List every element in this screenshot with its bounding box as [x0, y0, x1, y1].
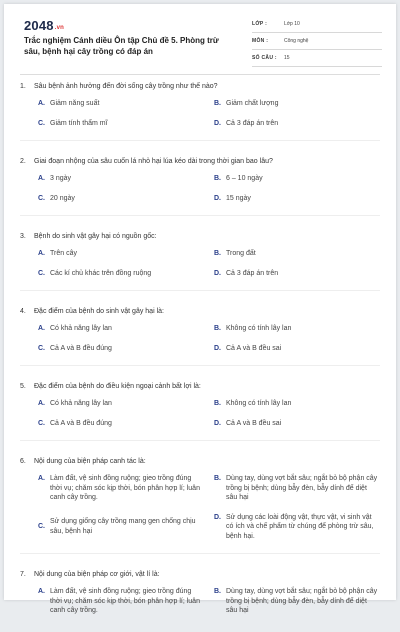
option-text: Dùng tay, dùng vợt bắt sâu; ngắt bỏ bộ phận cây trồng bị bệnh; dùng bẫy đèn, bẫy dính để diệt sâu hại	[226, 475, 378, 501]
option-letter: A.	[38, 175, 45, 182]
question-text: Bệnh do sinh vật gây hại có nguồn gốc:	[34, 233, 157, 240]
answer-options	[20, 99, 382, 128]
option-letter: A.	[38, 325, 45, 332]
meta-value: Công nghệ	[284, 38, 309, 44]
answer-option[interactable]	[214, 194, 388, 204]
option-letter: A.	[38, 250, 45, 257]
option-text: 15 ngày	[226, 194, 251, 202]
answer-options	[20, 174, 382, 203]
answer-option[interactable]	[214, 174, 388, 184]
question-text: Nội dung của biện pháp cơ giới, vật lí là:	[34, 571, 160, 578]
meta-key: MÔN :	[252, 38, 269, 44]
question-text: Nội dung của biện pháp canh tác là:	[34, 458, 146, 465]
question-divider	[20, 440, 380, 441]
worksheet-meta	[252, 16, 382, 67]
answer-option[interactable]	[214, 324, 388, 334]
option-text: Không có tính lây lan	[226, 400, 292, 407]
question-stem	[20, 570, 382, 580]
answer-option[interactable]	[38, 419, 212, 429]
answer-options	[20, 249, 382, 278]
meta-question-count	[252, 50, 382, 67]
answer-option[interactable]	[214, 419, 388, 429]
answer-option[interactable]	[38, 249, 212, 259]
answer-option[interactable]	[38, 474, 212, 503]
question-item	[20, 457, 382, 554]
answer-option[interactable]	[38, 344, 212, 354]
option-letter: A.	[38, 100, 45, 107]
option-text: Giảm chất lượng	[226, 100, 279, 107]
question-item	[20, 82, 382, 141]
option-text: Cả 3 đáp án trên	[226, 269, 279, 277]
option-letter: C.	[38, 419, 45, 427]
meta-value: 15	[284, 55, 290, 61]
option-letter: B.	[214, 325, 221, 332]
answer-option[interactable]	[38, 399, 212, 409]
answer-option[interactable]	[38, 194, 212, 204]
question-text: Sâu bệnh ảnh hưởng đến đời sống cây trồng như thế nào?	[34, 83, 218, 90]
question-text: Đặc điểm của bệnh do sinh vật gây hại là:	[34, 308, 164, 315]
question-text: Đặc điểm của bệnh do điều kiện ngoại cảnh bất lợi là:	[34, 383, 201, 390]
logo-suffix: .vn	[54, 25, 65, 31]
site-logo[interactable]	[24, 18, 64, 33]
question-item	[20, 307, 382, 366]
option-text: Không có tính lây lan	[226, 325, 292, 332]
option-letter: A.	[38, 475, 45, 482]
worksheet-header	[20, 14, 386, 66]
option-letter: D.	[214, 194, 221, 202]
answer-option[interactable]	[38, 269, 212, 279]
question-item	[20, 157, 382, 216]
question-stem	[20, 307, 382, 317]
option-text: Trong đất	[226, 250, 256, 257]
option-text: Cả A và B đều sai	[226, 344, 282, 352]
option-text: Sử dụng các loài động vật, thực vật, vi sinh vật có ích và chế phẩm từ chúng để phòng trừ sâu, bệnh hại.	[226, 513, 374, 540]
option-text: Có khả năng lây lan	[50, 400, 112, 407]
option-text: 3 ngày	[50, 175, 72, 182]
option-text: Cả 3 đáp án trên	[226, 119, 279, 127]
option-text: Sử dụng giống cây trồng mang gen chống chịu sâu, bệnh hại	[50, 518, 196, 535]
answer-option[interactable]	[38, 587, 212, 616]
question-item	[20, 382, 382, 441]
option-text: Dùng tay, dùng vợt bắt sâu; ngắt bỏ bộ phận cây trồng bị bệnh; dùng bẫy đèn, bẫy dính để diệt sâu hại	[226, 588, 378, 614]
option-text: Làm đất, vệ sinh đồng ruộng; gieo trồng đúng thời vụ; chăm sóc kịp thời, bón phân hợp lí; luân canh cây trồng.	[50, 588, 200, 614]
option-text: Các kí chủ khác trên đồng ruộng	[50, 269, 152, 277]
option-letter: C.	[38, 269, 45, 277]
answer-option[interactable]	[38, 99, 212, 109]
question-number: 4.	[20, 308, 26, 315]
option-text: Làm đất, vệ sinh đồng ruộng; gieo trồng đúng thời vụ; chăm sóc kịp thời, bón phân hợp lí; luân canh cây trồng.	[50, 475, 200, 501]
option-letter: B.	[214, 100, 221, 107]
option-letter: D.	[214, 119, 221, 127]
answer-option[interactable]	[214, 119, 388, 129]
meta-value: Lớp 10	[284, 21, 300, 27]
question-list	[20, 82, 382, 632]
option-letter: D.	[214, 344, 221, 352]
answer-option[interactable]	[214, 269, 388, 279]
question-divider	[20, 365, 380, 366]
answer-option[interactable]	[214, 513, 388, 542]
answer-option[interactable]	[38, 174, 212, 184]
option-text: Có khả năng lây lan	[50, 325, 112, 332]
question-text: Giai đoạn nhộng của sâu cuốn lá nhỏ hại lúa kéo dài trong thời gian bao lâu?	[34, 158, 273, 165]
option-letter: A.	[38, 400, 45, 407]
option-letter: B.	[214, 400, 221, 407]
answer-options	[20, 324, 382, 353]
question-divider	[20, 215, 380, 216]
option-letter: D.	[214, 269, 221, 277]
option-text: Giảm năng suất	[50, 100, 100, 107]
meta-grade	[252, 16, 382, 33]
answer-option[interactable]	[214, 587, 388, 616]
meta-key: SỐ CÂU :	[252, 55, 277, 61]
answer-option[interactable]	[214, 344, 388, 354]
answer-options	[20, 587, 382, 616]
option-text: Cả A và B đều đúng	[50, 419, 112, 427]
answer-option[interactable]	[214, 399, 388, 409]
meta-subject	[252, 33, 382, 50]
option-letter: A.	[38, 588, 45, 595]
option-letter: B.	[214, 250, 221, 257]
option-text: 6 – 10 ngày	[226, 175, 263, 182]
answer-option[interactable]	[38, 513, 212, 542]
question-number: 7.	[20, 571, 26, 578]
question-number: 5.	[20, 383, 26, 390]
option-text: Cả A và B đều sai	[226, 419, 282, 427]
header-divider	[20, 74, 380, 75]
option-text: Giảm tính thẩm mĩ	[50, 119, 108, 127]
question-divider	[20, 290, 380, 291]
option-letter: C.	[38, 523, 45, 530]
question-item	[20, 570, 382, 616]
option-letter: B.	[214, 175, 221, 182]
answer-option[interactable]	[214, 249, 388, 259]
option-text: Cả A và B đều đúng	[50, 344, 112, 352]
meta-key: LỚP :	[252, 21, 268, 27]
worksheet-title: Trắc nghiệm Cánh diều Ôn tập Chủ đề 5. Phòng trừ sâu, bệnh hại cây trồng có đáp án	[24, 36, 219, 56]
answer-option[interactable]	[38, 119, 212, 129]
question-divider	[20, 553, 380, 554]
answer-option[interactable]	[214, 99, 388, 109]
question-stem	[20, 82, 382, 92]
option-letter: C.	[38, 194, 45, 202]
option-letter: D.	[214, 419, 221, 427]
option-letter: B.	[214, 588, 221, 595]
question-number: 3.	[20, 233, 26, 240]
question-number: 1.	[20, 83, 26, 90]
option-letter: B.	[214, 475, 221, 482]
logo-text: 2048	[24, 18, 54, 33]
option-letter: C.	[38, 119, 45, 127]
question-number: 6.	[20, 458, 26, 465]
question-divider	[20, 140, 380, 141]
answer-options	[20, 474, 382, 541]
question-stem	[20, 232, 382, 242]
answer-option[interactable]	[214, 474, 388, 503]
option-text: 20 ngày	[50, 194, 75, 202]
answer-option[interactable]	[38, 324, 212, 334]
question-stem	[20, 457, 382, 467]
question-stem	[20, 157, 382, 167]
answer-options	[20, 399, 382, 428]
option-letter: D.	[214, 513, 221, 521]
question-stem	[20, 382, 382, 392]
question-item	[20, 232, 382, 291]
option-letter: C.	[38, 344, 45, 352]
question-number: 2.	[20, 158, 26, 165]
option-text: Trên cây	[50, 250, 77, 257]
worksheet-page	[4, 4, 396, 614]
